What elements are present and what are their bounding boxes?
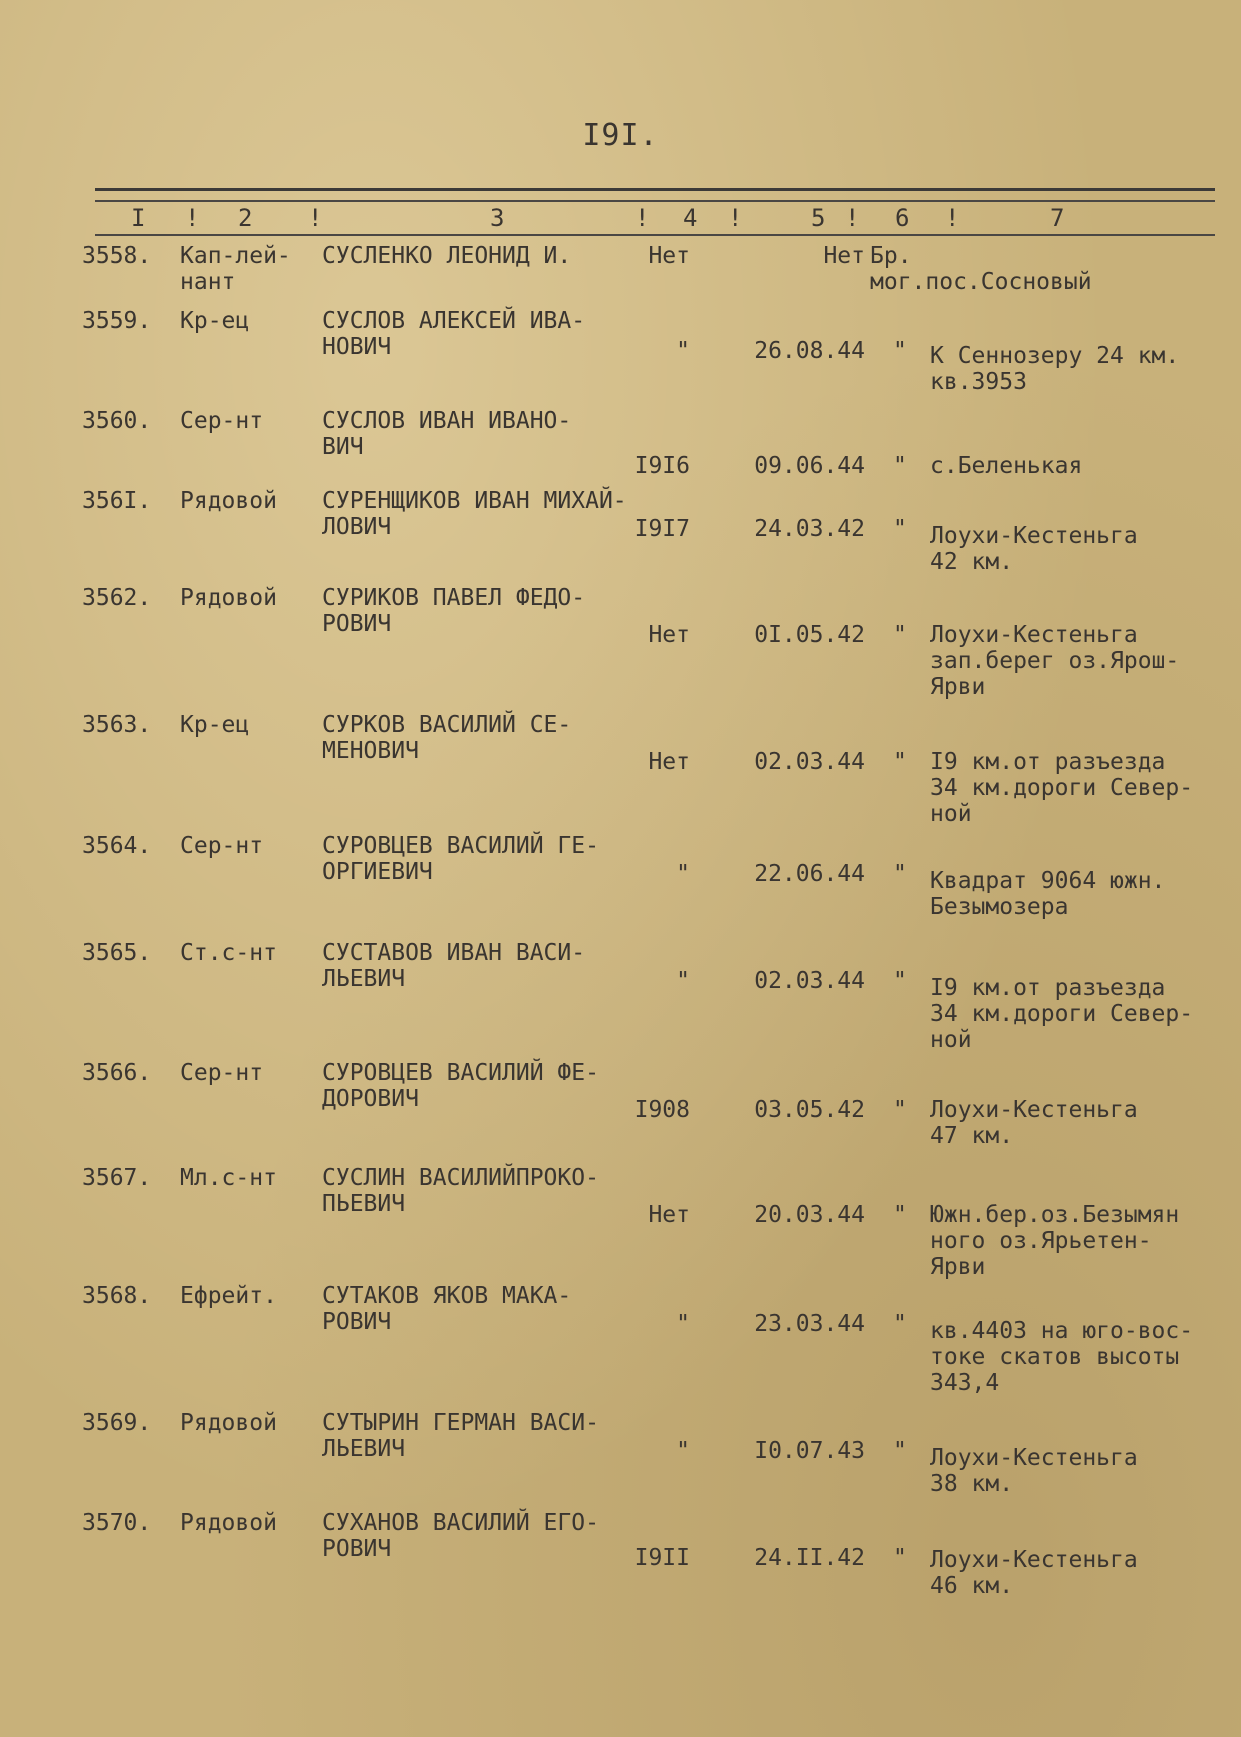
record-burial [870, 243, 1092, 295]
record-burial-ditto: " [893, 1097, 907, 1123]
name-line: РОВИЧ [322, 1536, 392, 1562]
rank-line: Кр-ец [180, 308, 250, 334]
record-burial-place [930, 1202, 1179, 1280]
record-name [322, 712, 571, 764]
column-header-1: I [131, 204, 146, 232]
rank-line: Рядовой [180, 1510, 277, 1536]
record-name [322, 308, 585, 360]
record-number: 3563. [82, 712, 152, 738]
rank-line: Ст.с-нт [180, 940, 277, 966]
record-birth-year: Нет [648, 622, 690, 648]
record-burial-place [930, 622, 1179, 700]
place-line: ной [930, 801, 972, 827]
name-line: РОВИЧ [322, 611, 392, 637]
record-death-date: 24.03.42 [754, 516, 865, 542]
rank-line: Сер-нт [180, 408, 264, 434]
place-line: Лоухи-Кестеньга [930, 1547, 1138, 1573]
record-number: 3559. [82, 308, 152, 334]
place-line: Безымозера [930, 894, 1069, 920]
record-rank [180, 1060, 263, 1086]
record-death-date: 26.08.44 [754, 338, 865, 364]
column-header-7: 7 [1050, 204, 1065, 232]
place-line: I9 км.от разъезда [930, 975, 1166, 1001]
record-name: СУСЛЕНКО ЛЕОНИД И. [322, 243, 572, 269]
record-birth-year: Нет [648, 1202, 690, 1228]
name-line: ПЬЕВИЧ [322, 1191, 406, 1217]
record-name [322, 1410, 599, 1462]
place-line: Ярви [930, 674, 986, 700]
table-top-rule-inner [95, 200, 1215, 202]
column-separator: ! [945, 204, 960, 232]
name-line: СУСТАВОВ ИВАН ВАСИ- [322, 940, 586, 966]
record-rank [180, 585, 277, 611]
record-rank [180, 1165, 277, 1191]
name-line: СУРОВЦЕВ ВАСИЛИЙ ГЕ- [322, 833, 599, 859]
place-line: Квадрат 9064 южн. [930, 868, 1166, 894]
record-rank [180, 833, 263, 859]
place-line: Лоухи-Кестеньга [930, 523, 1138, 549]
record-burial-place [930, 868, 1165, 920]
record-name [322, 1510, 599, 1562]
record-birth-year: Нет [648, 243, 690, 269]
rank-line: Рядовой [180, 488, 277, 514]
name-line: ВИЧ [322, 434, 364, 460]
place-line: токе скатов высоты [930, 1344, 1180, 1370]
record-number: 356I. [82, 488, 152, 514]
record-birth-year: " [676, 338, 690, 364]
place-line: 34 км.дороги Север- [930, 775, 1194, 801]
name-line: МЕНОВИЧ [322, 738, 419, 764]
name-line: ЛОВИЧ [322, 514, 392, 540]
record-number: 3558. [82, 243, 152, 269]
record-name [322, 1283, 571, 1335]
record-number: 3565. [82, 940, 152, 966]
record-burial-ditto: " [893, 861, 907, 887]
place-line: Лоухи-Кестеньга [930, 622, 1138, 648]
record-number: 3570. [82, 1510, 152, 1536]
record-name [322, 940, 585, 992]
record-rank [180, 1410, 277, 1436]
record-number: 3564. [82, 833, 152, 859]
record-burial-place [930, 523, 1138, 575]
record-death-date: 22.06.44 [754, 861, 865, 887]
rank-line: Мл.с-нт [180, 1165, 277, 1191]
record-number: 3562. [82, 585, 152, 611]
place-line: Южн.бер.оз.Безымян [930, 1202, 1180, 1228]
record-name [322, 488, 627, 540]
record-death-date: 02.03.44 [754, 968, 865, 994]
record-burial-ditto: " [893, 1202, 907, 1228]
record-burial-place [930, 1445, 1138, 1497]
name-line: СУТЫРИН ГЕРМАН ВАСИ- [322, 1410, 599, 1436]
record-death-date: 24.II.42 [754, 1545, 865, 1571]
record-birth-year: Нет [648, 749, 690, 775]
record-death-date: 20.03.44 [754, 1202, 865, 1228]
record-rank [180, 712, 249, 738]
record-rank [180, 308, 249, 334]
record-burial-ditto: " [893, 1311, 907, 1337]
name-line: СУХАНОВ ВАСИЛИЙ ЕГО- [322, 1510, 599, 1536]
record-number: 3560. [82, 408, 152, 434]
rank-line: Сер-нт [180, 833, 264, 859]
name-line: СУСЛИН ВАСИЛИЙПРОКО- [322, 1165, 599, 1191]
place-line: Лоухи-Кестеньга [930, 1097, 1138, 1123]
record-burial-ditto: " [893, 453, 907, 479]
record-death-date: 02.03.44 [754, 749, 865, 775]
place-line: 46 км. [930, 1573, 1014, 1599]
name-line: ДОРОВИЧ [322, 1086, 419, 1112]
name-line: СУРЕНЩИКОВ ИВАН МИХАЙ- [322, 488, 627, 514]
burial-line: Бр. [870, 243, 912, 269]
header-bottom-rule [95, 234, 1215, 236]
column-separator: ! [845, 204, 860, 232]
record-rank [180, 1510, 277, 1536]
column-separator: ! [728, 204, 743, 232]
place-line: ного оз.Ярьетен- [930, 1228, 1152, 1254]
name-line: ЛЬЕВИЧ [322, 1436, 406, 1462]
rank-line: Ефрейт. [180, 1283, 277, 1309]
record-burial-place [930, 1097, 1138, 1149]
place-line: с.Беленькая [930, 453, 1083, 479]
record-number: 3566. [82, 1060, 152, 1086]
record-rank [180, 940, 277, 966]
name-line: ОРГИЕВИЧ [322, 859, 433, 885]
record-number: 3569. [82, 1410, 152, 1436]
column-header-3: 3 [490, 204, 505, 232]
record-burial-place [930, 1547, 1138, 1599]
place-line: кв.3953 [930, 369, 1027, 395]
place-line: 42 км. [930, 549, 1014, 575]
record-birth-year: " [676, 1438, 690, 1464]
record-burial-ditto: " [893, 1545, 907, 1571]
burial-line: мог.пос.Сосновый [870, 269, 1092, 295]
place-line: 343,4 [930, 1370, 1000, 1396]
record-birth-year: I9I7 [634, 516, 690, 542]
name-line: СУРИКОВ ПАВЕЛ ФЕДО- [322, 585, 586, 611]
record-number: 3568. [82, 1283, 152, 1309]
record-name [322, 833, 599, 885]
record-rank [180, 488, 277, 514]
name-line: СУТАКОВ ЯКОВ МАКА- [322, 1283, 572, 1309]
record-burial-ditto: " [893, 749, 907, 775]
name-line: СУРКОВ ВАСИЛИЙ СЕ- [322, 712, 572, 738]
column-header-5: 5 [811, 204, 826, 232]
record-death-date: 23.03.44 [754, 1311, 865, 1337]
rank-line: Кап-лей- [180, 243, 291, 269]
column-separator: ! [185, 204, 200, 232]
name-line: СУСЛОВ ИВАН ИВАНО- [322, 408, 572, 434]
rank-line: Кр-ец [180, 712, 250, 738]
record-death-date: 03.05.42 [754, 1097, 865, 1123]
record-name [322, 1165, 599, 1217]
record-number: 3567. [82, 1165, 152, 1191]
column-header-4: 4 [683, 204, 698, 232]
place-line: К Сеннозеру 24 км. [930, 343, 1180, 369]
record-burial-place [930, 453, 1082, 479]
record-burial-ditto: " [893, 622, 907, 648]
record-rank [180, 408, 263, 434]
record-birth-year: I9II [634, 1545, 690, 1571]
record-burial-ditto: " [893, 968, 907, 994]
record-death-date: I0.07.43 [754, 1438, 865, 1464]
record-death-date: 0I.05.42 [754, 622, 865, 648]
place-line: I9 км.от разъезда [930, 749, 1166, 775]
page-number: I9I. [582, 118, 659, 153]
rank-line: Рядовой [180, 585, 277, 611]
record-burial-place [930, 975, 1193, 1053]
table-top-rule [95, 188, 1215, 191]
column-separator: ! [308, 204, 323, 232]
record-rank [180, 243, 291, 295]
name-line: СУСЛОВ АЛЕКСЕЙ ИВА- [322, 308, 586, 334]
place-line: Ярви [930, 1254, 986, 1280]
record-burial-ditto: " [893, 338, 907, 364]
record-burial-ditto: " [893, 516, 907, 542]
place-line: зап.берег оз.Ярош- [930, 648, 1180, 674]
name-line: НОВИЧ [322, 334, 392, 360]
rank-line: Рядовой [180, 1410, 277, 1436]
name-line: СУРОВЦЕВ ВАСИЛИЙ ФЕ- [322, 1060, 599, 1086]
record-name [322, 585, 585, 637]
rank-line: Сер-нт [180, 1060, 264, 1086]
record-name [322, 408, 571, 460]
rank-line: нант [180, 269, 236, 295]
record-birth-year: I908 [634, 1097, 690, 1123]
name-line: РОВИЧ [322, 1309, 392, 1335]
place-line: 47 км. [930, 1123, 1014, 1149]
column-header-6: 6 [895, 204, 910, 232]
record-birth-year: " [676, 1311, 690, 1337]
record-rank [180, 1283, 277, 1309]
name-line: ЛЬЕВИЧ [322, 966, 406, 992]
place-line: 38 км. [930, 1471, 1014, 1497]
column-separator: ! [635, 204, 650, 232]
record-name [322, 1060, 599, 1112]
place-line: ной [930, 1027, 972, 1053]
record-burial-ditto: " [893, 1438, 907, 1464]
place-line: кв.4403 на юго-вос- [930, 1318, 1194, 1344]
record-birth-year: I9I6 [634, 453, 690, 479]
record-death-date: 09.06.44 [754, 453, 865, 479]
record-birth-year: " [676, 861, 690, 887]
record-birth-year: " [676, 968, 690, 994]
column-header-2: 2 [238, 204, 253, 232]
place-line: 34 км.дороги Север- [930, 1001, 1194, 1027]
record-burial-place [930, 343, 1179, 395]
place-line: Лоухи-Кестеньга [930, 1445, 1138, 1471]
record-burial-place [930, 1318, 1193, 1396]
record-death-date: Нет [823, 243, 865, 269]
column-header-row [95, 204, 1215, 234]
record-burial-place [930, 749, 1193, 827]
